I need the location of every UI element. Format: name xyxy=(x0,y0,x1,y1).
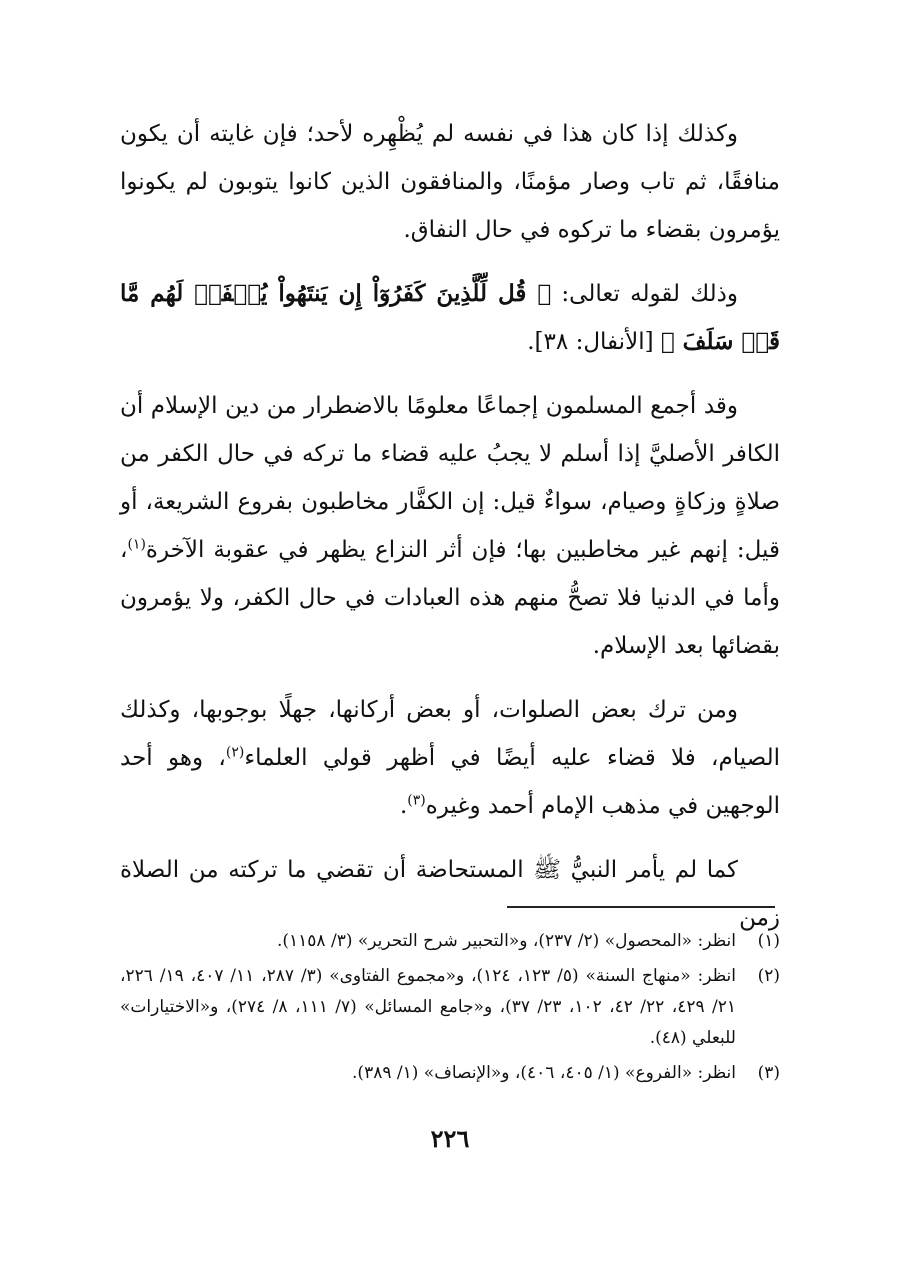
paragraph-4 xyxy=(120,686,780,830)
page-number: ٢٢٦ xyxy=(430,1124,470,1153)
footnote-2 xyxy=(120,961,780,1054)
footnote-marker-2[interactable]: (٢) xyxy=(225,744,245,761)
paragraph-5-text: كما لم يأمر النبيُّ ﷺ المستحاضة أن تقضي ما تركته من الصلاة زمن xyxy=(120,857,780,931)
footnote-divider xyxy=(507,906,775,908)
paragraph-3-text-a: وقد أجمع المسلمون إجماعًا معلومًا بالاضطرار من دين الإسلام أن الكافر الأصليَّ إذا أسلم لا يجبُ عليه قضاء ما تركه في حال الكفر من صلاةٍ وزكاةٍ وصيام، سواءٌ قيل: إن الكفَّار مخاطبون بفروع الشريعة، أو قيل: إنهم غير مخاطبين بها؛ فإن أثر النزاع يظهر في عقوبة الآخرة xyxy=(120,393,780,563)
paragraph-4-text-b: ، وهو أحد الوجهين في مذهب الإمام أحمد وغيره xyxy=(120,745,780,819)
quran-verse: ﴿ قُل لِّلَّذِينَ كَفَرُوٓاْ إِن يَنتَهُواْ يُغۡفَرۡ لَهُم مَّا قَدۡ سَلَفَ ﴾ xyxy=(120,280,780,355)
footnote-1-number: (١) xyxy=(757,931,780,951)
paragraph-2 xyxy=(120,270,780,366)
paragraph-3 xyxy=(120,382,780,670)
verse-reference: [الأنفال: ٣٨]. xyxy=(527,329,661,355)
paragraph-1 xyxy=(120,110,780,254)
paragraph-4-text-c: . xyxy=(399,793,408,819)
paragraph-2-lead: وذلك لقوله تعالى: xyxy=(551,281,738,307)
footnote-3 xyxy=(120,1058,780,1089)
footnote-marker-1[interactable]: (١) xyxy=(127,536,146,553)
footnote-2-number: (٢) xyxy=(757,966,780,986)
footnote-3-number: (٣) xyxy=(757,1063,780,1083)
footnote-2-text: انظر: «منهاج السنة» (٥/ ١٢٣، ١٢٤)، و«مجموع الفتاوى» (٣/ ٢٨٧، ١١/ ٤٠٧، ١٩/ ٢٢٦، ٢١/ ٤٢٩، ٢٢/ ٤٢، ١٠٢، ٢٣/ ٣٧)، و«جامع المسائل» (٧/ ١١١، ٨/ ٢٧٤)، و«الاختيارات» للبعلي (٤٨). xyxy=(120,966,737,1048)
main-text xyxy=(120,110,780,958)
paragraph-3-text-b: ، وأما في الدنيا فلا تصحُّ منهم هذه العبادات في حال الكفر، ولا يؤمرون بقضائها بعد الإسلام. xyxy=(120,537,780,659)
footnote-1-text: انظر: «المحصول» (٢/ ٢٣٧)، و«التحبير شرح التحرير» (٣/ ١١٥٨). xyxy=(276,931,736,951)
footnotes xyxy=(120,926,780,1093)
footnote-1 xyxy=(120,926,780,957)
footnote-marker-3[interactable]: (٣) xyxy=(407,792,426,809)
footnote-3-text: انظر: «الفروع» (١/ ٤٠٥، ٤٠٦)، و«الإنصاف» (١/ ٣٨٩). xyxy=(352,1063,736,1083)
paragraph-4-text-a: ومن ترك بعض الصلوات، أو بعض أركانها، جهلًا بوجوبها، وكذلك الصيام، فلا قضاء عليه أيضًا في أظهر قولي العلماء xyxy=(120,697,781,771)
paragraph-1-text: وكذلك إذا كان هذا في نفسه لم يُظْهِره لأحد؛ فإن غايته أن يكون منافقًا، ثم تاب وصار مؤمنًا، والمنافقون الذين كانوا يتوبون لم يكونوا يؤمرون بقضاء ما تركوه في حال النفاق. xyxy=(120,121,780,243)
